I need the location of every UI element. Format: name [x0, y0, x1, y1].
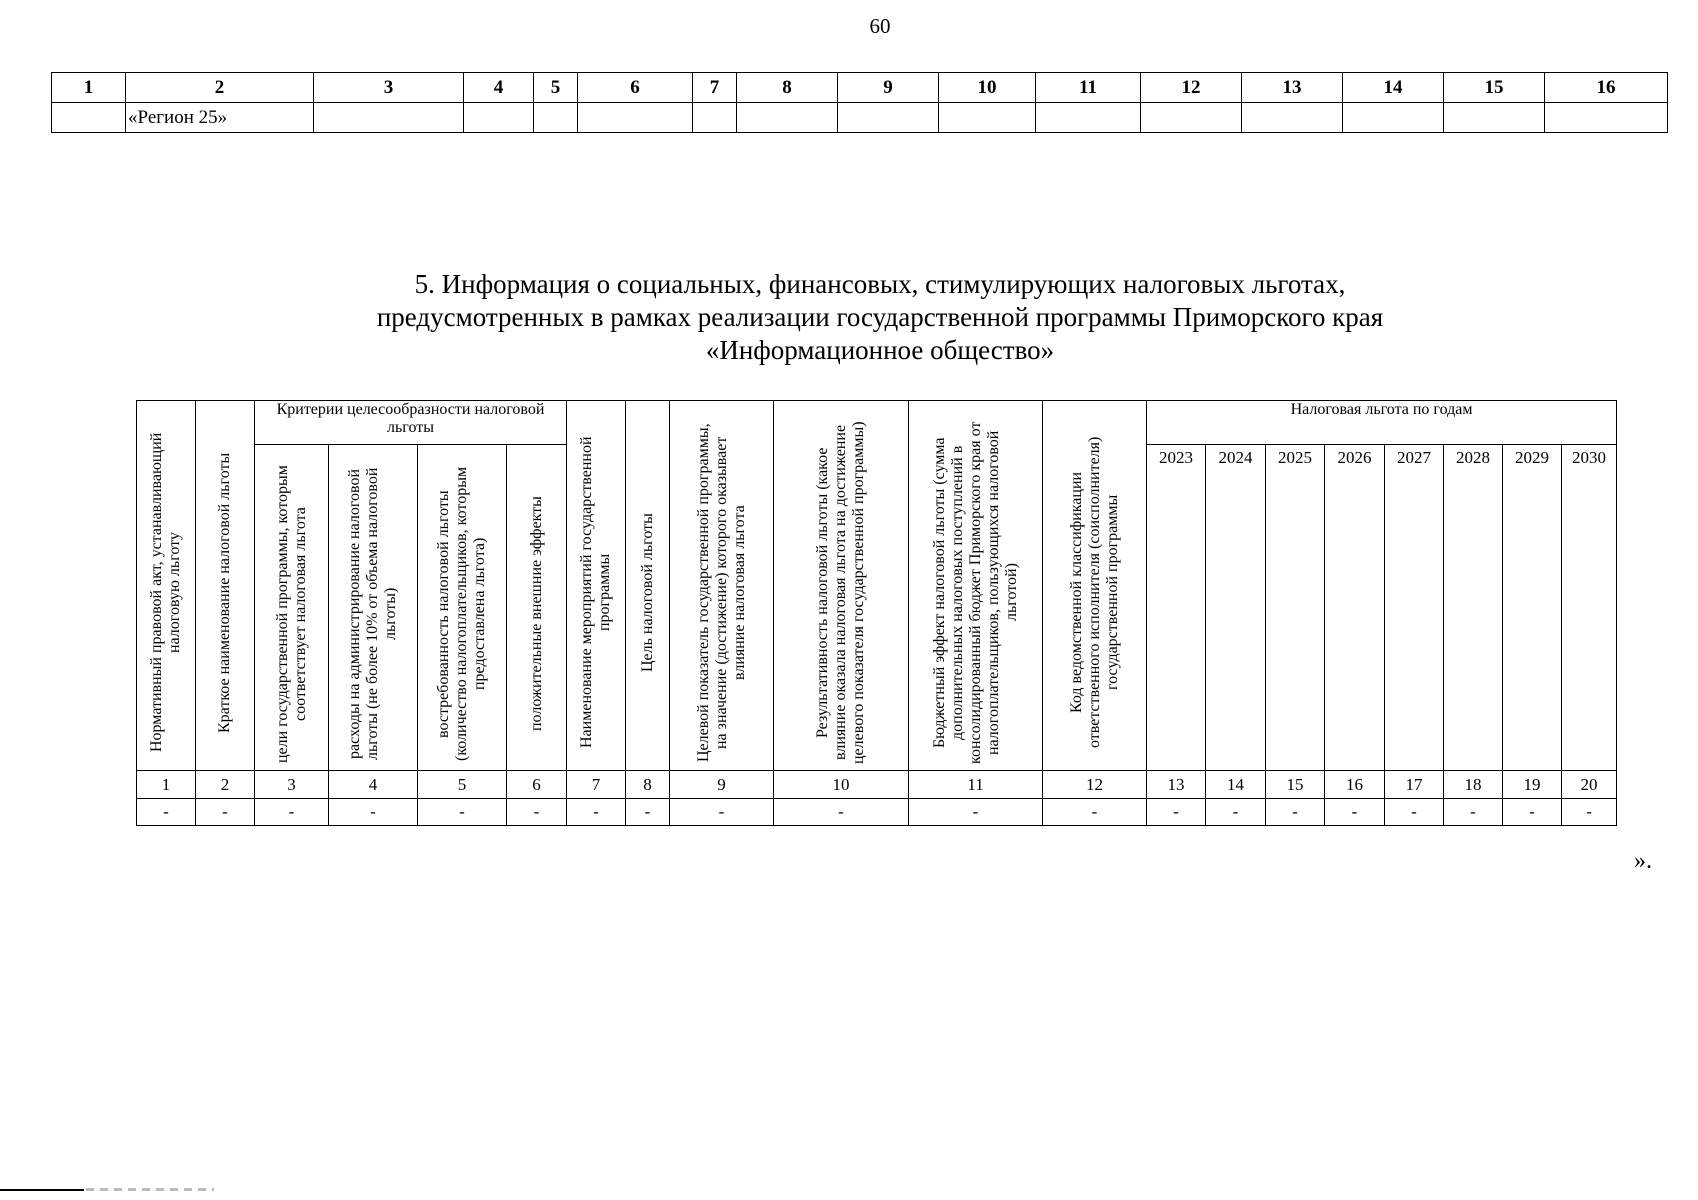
table-cell: -: [1562, 799, 1617, 826]
column-header: [137, 401, 196, 771]
table-cell: -: [774, 799, 909, 826]
table-cell: [838, 103, 939, 133]
column-header: [196, 401, 255, 771]
section-title-line: 5. Информация о социальных, финансовых, стимулирующих налоговых льготах,: [414, 269, 1346, 299]
table-cell: -: [670, 799, 774, 826]
table-cell: -: [1444, 799, 1503, 826]
header-cell: 13: [1242, 73, 1343, 103]
year-header: 2030: [1562, 445, 1617, 771]
table-cell: -: [1325, 799, 1385, 826]
column-number: 10: [774, 771, 909, 799]
table-cell: -: [1043, 799, 1147, 826]
table-cell: -: [137, 799, 196, 826]
table-cell: [1545, 103, 1668, 133]
table-cell: -: [567, 799, 626, 826]
table-cell: [737, 103, 838, 133]
column-header-text: Краткое наименование налоговой льготы: [216, 452, 233, 733]
table-cell: -: [507, 799, 567, 826]
column-header: [507, 445, 567, 771]
header-cell: 7: [693, 73, 737, 103]
table-row: [52, 103, 1668, 133]
column-header: [626, 401, 670, 771]
table-cell: [464, 103, 534, 133]
header-cell: 6: [578, 73, 693, 103]
column-header: [774, 401, 909, 771]
column-header-text: востребованность налоговой льготы (количество налогоплательщиков, которым предоставлена льгота): [435, 466, 488, 762]
table-cell: [1242, 103, 1343, 133]
header-cell: 15: [1444, 73, 1545, 103]
table-cell: -: [329, 799, 418, 826]
header-row: [137, 401, 1617, 445]
header-cell: 11: [1036, 73, 1141, 103]
table-cell: [1036, 103, 1141, 133]
column-number: 14: [1206, 771, 1266, 799]
column-header-text: положительные внешние эффекты: [527, 496, 545, 732]
column-number: 3: [255, 771, 329, 799]
year-header: 2027: [1385, 445, 1444, 771]
years-group-header: Налоговая льгота по годам: [1147, 401, 1617, 445]
column-header-text: Целевой показатель государственной программы, на значение (достижение) которого оказывает влияние налоговая льгота: [694, 423, 748, 762]
column-header-text: цели государственной программы, которым соответствует налоговая льгота: [273, 465, 309, 763]
header-row: [52, 73, 1668, 103]
tax-benefits-table: [136, 400, 1617, 826]
table-cell: [314, 103, 464, 133]
column-number: 15: [1266, 771, 1325, 799]
table-cell: -: [1266, 799, 1325, 826]
column-number: 7: [567, 771, 626, 799]
column-number: 20: [1562, 771, 1617, 799]
year-header: 2029: [1503, 445, 1562, 771]
column-header-text: Наименование мероприятий государственной программы: [578, 436, 614, 749]
column-number: 19: [1503, 771, 1562, 799]
table-cell: [52, 103, 126, 133]
header-cell: 12: [1141, 73, 1242, 103]
column-number: 5: [418, 771, 507, 799]
column-header-text: Результативность налоговой льготы (какое влияние оказала налоговая льгота на достижение целевого показателя государственной программы): [814, 421, 868, 764]
header-cell: 8: [737, 73, 838, 103]
column-header: [418, 445, 507, 771]
table-cell: -: [1147, 799, 1206, 826]
column-header: [255, 445, 329, 771]
column-number: 4: [329, 771, 418, 799]
column-header: [670, 401, 774, 771]
table-cell: [939, 103, 1036, 133]
criteria-group-header: Критерии целесообразности налоговой льготы: [255, 401, 567, 445]
table-cell: [693, 103, 737, 133]
table-cell: -: [1385, 799, 1444, 826]
table-cell: [534, 103, 578, 133]
column-header-text: Код ведомственной классификации ответственного исполнителя (соисполнителя) государственной программы: [1067, 436, 1121, 749]
table-cell: -: [255, 799, 329, 826]
column-number: 1: [137, 771, 196, 799]
table-cell: -: [626, 799, 670, 826]
column-number: 13: [1147, 771, 1206, 799]
footer-rule: [0, 1189, 84, 1191]
column-number: 8: [626, 771, 670, 799]
header-cell: 16: [1545, 73, 1668, 103]
column-number: 17: [1385, 771, 1444, 799]
column-header: [909, 401, 1043, 771]
year-header: 2024: [1206, 445, 1266, 771]
header-cell: 9: [838, 73, 939, 103]
column-number: 18: [1444, 771, 1503, 799]
table-cell: -: [418, 799, 507, 826]
table-cell: -: [1206, 799, 1266, 826]
closing-quote: ».: [1634, 848, 1652, 874]
continuation-table: [51, 72, 1668, 133]
table-cell: -: [1503, 799, 1562, 826]
header-cell: 14: [1343, 73, 1444, 103]
header-cell: 1: [52, 73, 126, 103]
page-number: 60: [869, 14, 891, 38]
column-number: 2: [196, 771, 255, 799]
table-cell: «Регион 25»: [126, 103, 314, 133]
column-header-text: расходы на администрирование налоговой льготы (не более 10% от объема налоговой льготы): [346, 467, 399, 761]
column-number: 12: [1043, 771, 1147, 799]
table-cell: -: [196, 799, 255, 826]
section-title: [0, 268, 1698, 367]
year-header: 2025: [1266, 445, 1325, 771]
header-cell: 3: [314, 73, 464, 103]
column-header-text: Нормативный правовой акт, устанавливающий налоговую льготу: [148, 432, 183, 753]
table-cell: -: [909, 799, 1043, 826]
header-cell: 4: [464, 73, 534, 103]
header-cell: 2: [126, 73, 314, 103]
section-title-line: предусмотренных в рамках реализации государственной программы Приморского края: [376, 302, 1384, 332]
footer-artifact: [86, 1188, 214, 1191]
year-header: 2023: [1147, 445, 1206, 771]
header-cell: 10: [939, 73, 1036, 103]
column-number: 9: [670, 771, 774, 799]
column-header-text: Цель налоговой льготы: [638, 513, 656, 672]
table-cell: [1343, 103, 1444, 133]
table-row: [137, 799, 1617, 826]
column-number-row: [137, 771, 1617, 799]
column-header-text: Бюджетный эффект налоговой льготы (сумма дополнительных налоговых поступлений в консолидированный бюджет Приморского края от налогоплательщиков, пользующихся налоговой льготой): [930, 421, 1020, 764]
column-header: [567, 401, 626, 771]
column-header: [1043, 401, 1147, 771]
table-cell: [1444, 103, 1545, 133]
year-header: 2028: [1444, 445, 1503, 771]
column-number: 11: [909, 771, 1043, 799]
header-cell: 5: [534, 73, 578, 103]
section-title-line: «Информационное общество»: [705, 335, 1055, 365]
column-number: 16: [1325, 771, 1385, 799]
table-cell: [1141, 103, 1242, 133]
table-cell: [578, 103, 693, 133]
column-number: 6: [507, 771, 567, 799]
column-header: [329, 445, 418, 771]
year-header: 2026: [1325, 445, 1385, 771]
